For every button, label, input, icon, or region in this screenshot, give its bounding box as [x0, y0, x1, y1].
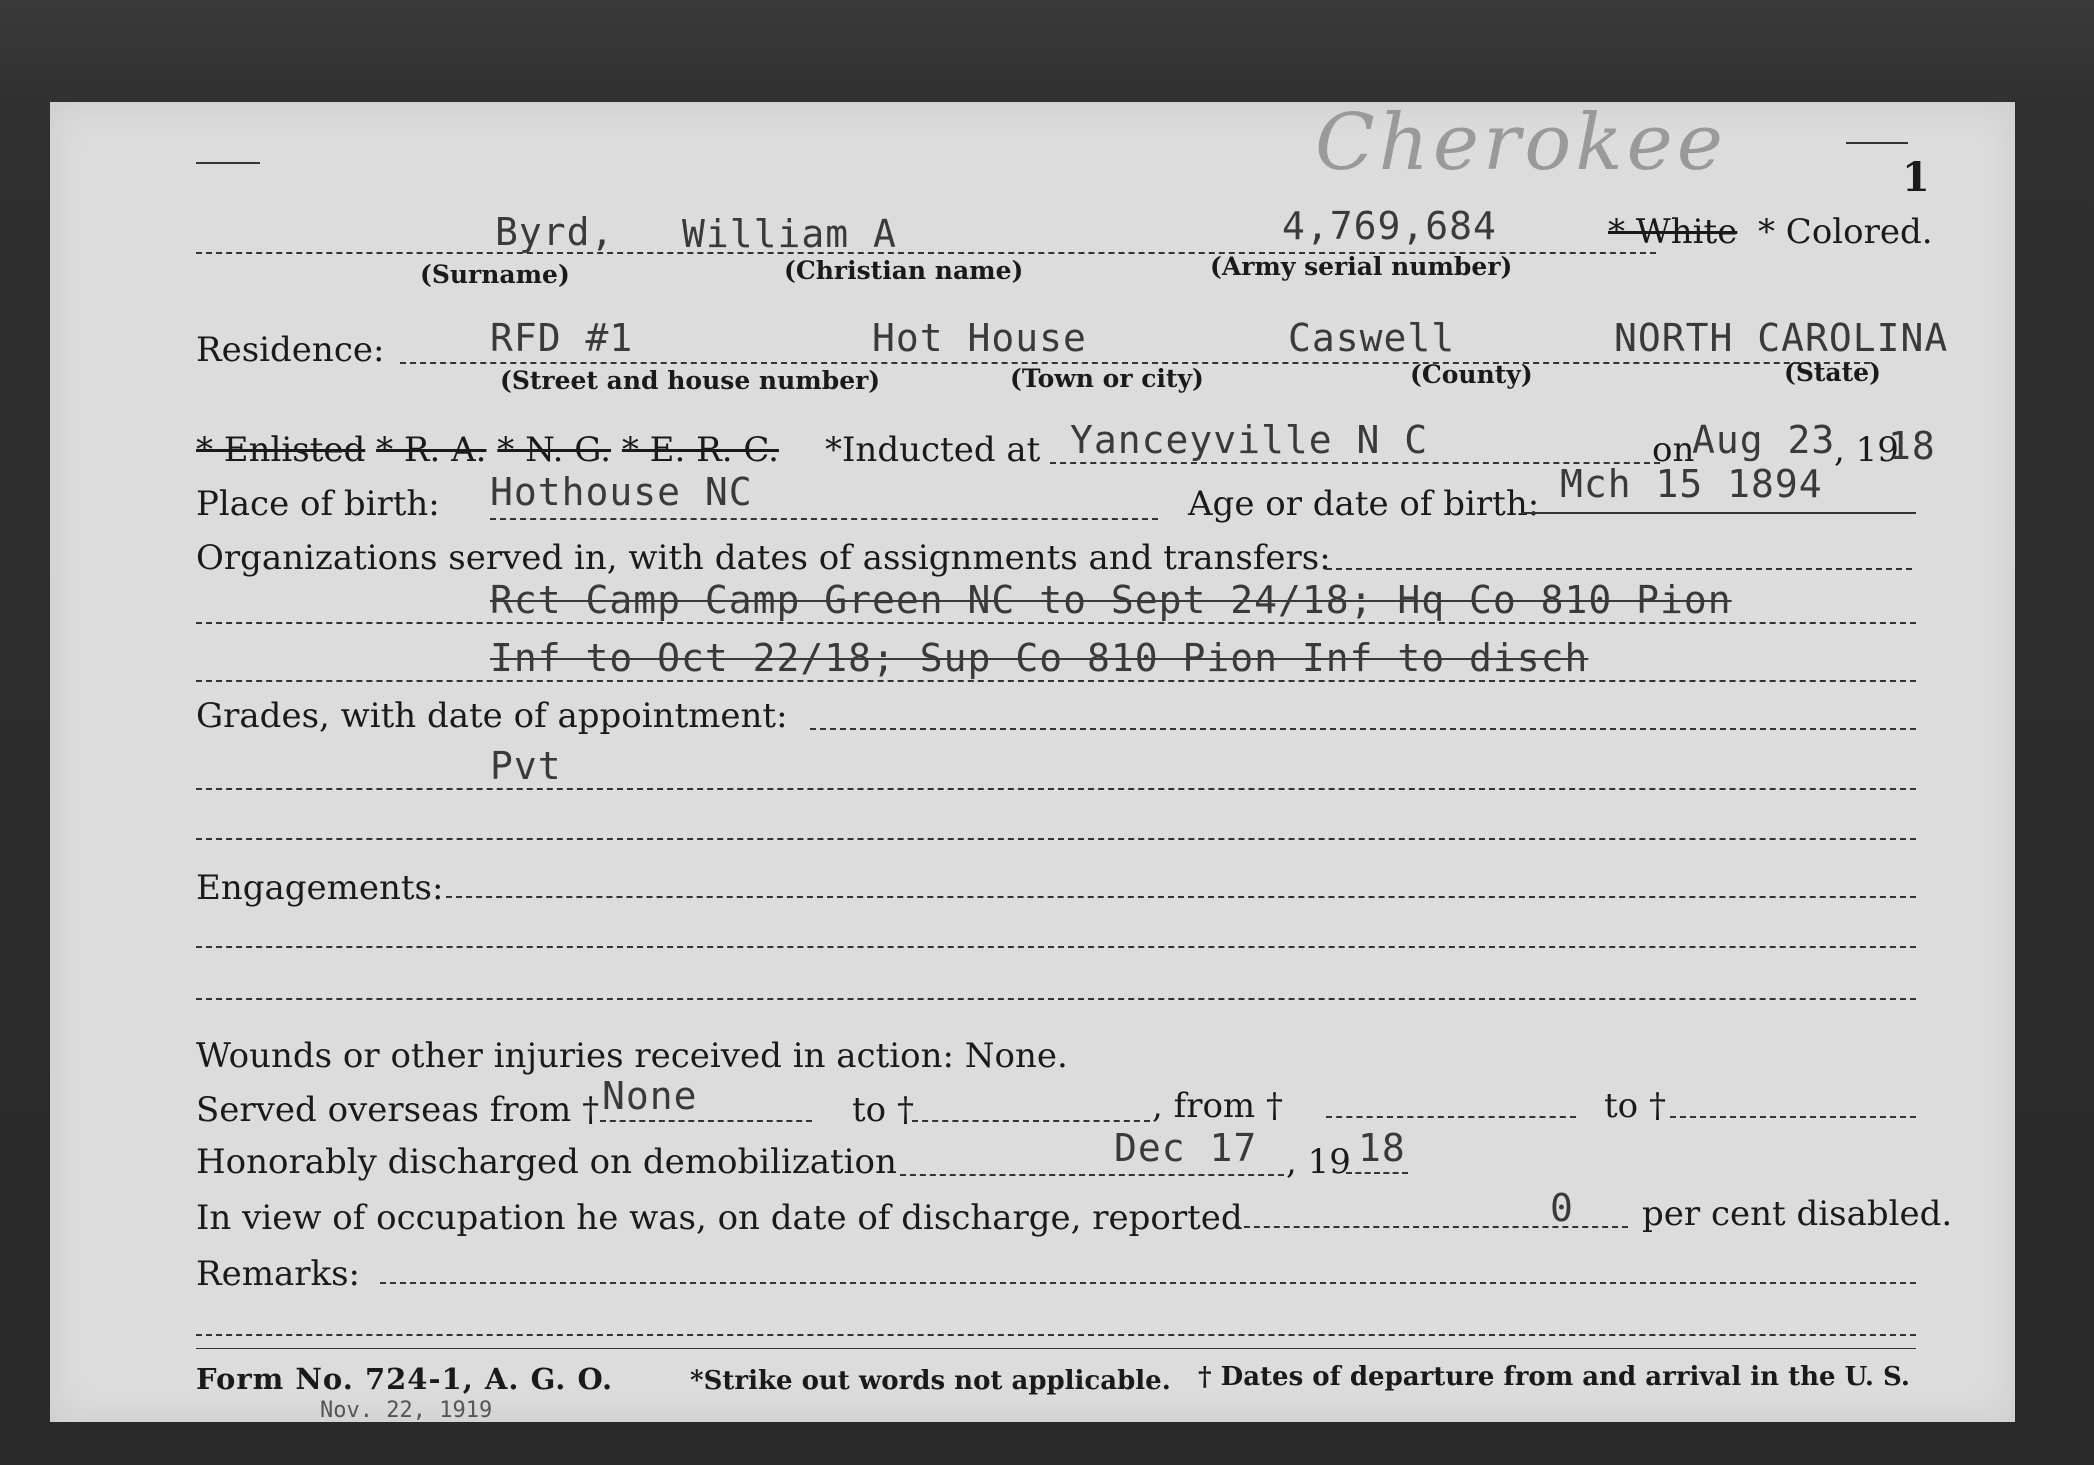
handwritten-note: Cherokee — [1315, 98, 1727, 188]
age-label: Age or date of birth: — [1188, 484, 1540, 524]
overseas-from-line — [600, 1120, 812, 1122]
county-value: Caswell — [1288, 316, 1456, 360]
discharge-label: Honorably discharged on demobilization — [196, 1142, 897, 1182]
discharge-year-line — [1346, 1172, 1408, 1174]
discharge-date-value: Dec 17 — [1114, 1126, 1258, 1170]
race-white-label: * White — [1608, 212, 1738, 252]
surname-caption: (Surname) — [420, 260, 570, 289]
overseas-to2-line — [1670, 1116, 1916, 1118]
place-of-birth-value: Hothouse NC — [490, 470, 753, 514]
overseas-to-label: to † — [852, 1090, 914, 1130]
date-of-birth-value: Mch 15 1894 — [1560, 462, 1823, 506]
engagements-label: Engagements: — [196, 868, 444, 908]
remarks-line-0 — [380, 1282, 1916, 1284]
enlistment-types: * Enlisted * R. A. * N. G. * E. R. C. — [196, 430, 779, 470]
induction-year-value: 18 — [1888, 424, 1936, 468]
state-caption: (State) — [1784, 358, 1881, 387]
remarks-label: Remarks: — [196, 1254, 360, 1294]
surname-value: Byrd, — [495, 210, 615, 254]
residence-label: Residence: — [196, 330, 385, 370]
organizations-line-0 — [1326, 568, 1912, 570]
overseas-from2-label: , from † — [1152, 1086, 1283, 1126]
organizations-entry-1: Rct Camp Camp Green NC to Sept 24/18; Hq Co 810 Pion — [490, 578, 1732, 622]
organizations-line-2 — [196, 680, 1916, 682]
engagements-line-2 — [196, 998, 1916, 1000]
grades-label: Grades, with date of appointment: — [196, 696, 788, 736]
strike-out-note: *Strike out words not applicable. — [690, 1366, 1171, 1396]
discharge-date-line — [900, 1174, 1284, 1176]
overseas-to2-label: to † — [1604, 1086, 1666, 1126]
street-value: RFD #1 — [490, 316, 634, 360]
disability-suffix: per cent disabled. — [1642, 1194, 1953, 1234]
street-caption: (Street and house number) — [500, 366, 881, 395]
place-of-birth-line — [490, 518, 1158, 520]
service-record-card — [50, 98, 2015, 1423]
serial-number-value: 4,769,684 — [1282, 204, 1497, 248]
serial-number-caption: (Army serial number) — [1210, 252, 1513, 281]
organizations-entry-2: Inf to Oct 22/18; Sup Co 810 Pion Inf to disch — [490, 636, 1589, 680]
discharge-year-value: 18 — [1358, 1126, 1406, 1170]
discharge-year-prefix: , 19 — [1286, 1142, 1351, 1182]
top-left-rule — [196, 162, 260, 164]
footer-rule — [196, 1348, 1916, 1349]
grades-line-1 — [196, 788, 1916, 790]
christian-name-caption: (Christian name) — [784, 256, 1024, 285]
race-colored-label: * Colored. — [1758, 212, 1933, 252]
overseas-from-value: None — [602, 1074, 698, 1118]
inducted-at-label: *Inducted at — [825, 430, 1041, 470]
card-number: 1 — [1902, 154, 1930, 201]
induction-year-prefix: , 19 — [1834, 430, 1899, 470]
organizations-label: Organizations served in, with dates of assignments and transfers: — [196, 538, 1331, 578]
grades-value: Pvt — [490, 744, 562, 788]
form-date: Nov. 22, 1919 — [320, 1398, 493, 1423]
induction-date-value: Aug 23 — [1692, 418, 1836, 462]
wounds-statement: Wounds or other injuries received in action: None. — [196, 1036, 1068, 1076]
disability-value: 0 — [1550, 1186, 1574, 1230]
grades-line-0 — [810, 728, 1916, 730]
served-overseas-label: Served overseas from † — [196, 1090, 600, 1130]
grades-line-2 — [196, 838, 1916, 840]
age-line — [1522, 512, 1916, 514]
dates-note: † Dates of departure from and arrival in the U. S. — [1198, 1362, 1910, 1392]
induction-place-value: Yanceyville N C — [1070, 418, 1429, 462]
organizations-line-1 — [196, 622, 1916, 624]
state-value: NORTH CAROLINA — [1614, 316, 1949, 360]
overseas-from2-line — [1326, 1116, 1576, 1118]
engagements-line-0 — [446, 896, 1916, 898]
top-right-rule — [1846, 142, 1908, 144]
engagements-line-1 — [196, 946, 1916, 948]
town-caption: (Town or city) — [1010, 364, 1204, 393]
county-caption: (County) — [1410, 360, 1533, 389]
place-of-birth-label: Place of birth: — [196, 484, 440, 524]
town-value: Hot House — [872, 316, 1087, 360]
form-number: Form No. 724-1, A. G. O. — [196, 1362, 614, 1396]
remarks-line-1 — [196, 1334, 1916, 1336]
overseas-to-line — [912, 1120, 1150, 1122]
christian-name-value: William A — [682, 212, 897, 256]
induction-on-label: on — [1652, 430, 1695, 470]
disability-label: In view of occupation he was, on date of discharge, reported — [196, 1198, 1243, 1238]
